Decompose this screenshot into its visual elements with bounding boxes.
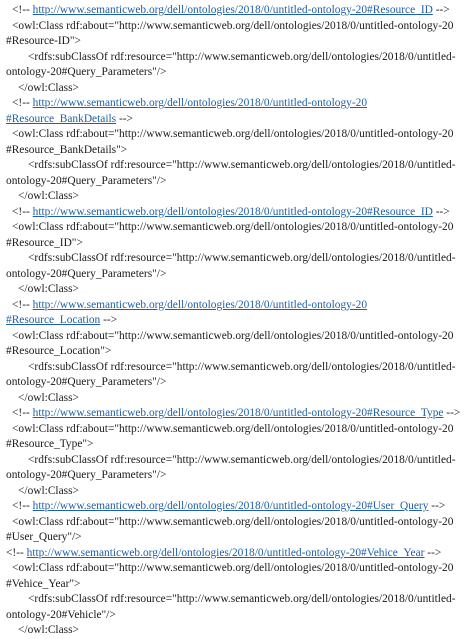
- code-text: <!--: [12, 298, 33, 311]
- code-text: ontology-20#Query_Parameters"/>: [6, 376, 167, 388]
- code-text: -->: [432, 4, 450, 16]
- code-text: ontology-20#Vehicle"/>: [6, 608, 116, 621]
- ontology-uri-link[interactable]: #Resource_BankDetails: [6, 112, 117, 125]
- code-line: [6, 19, 468, 35]
- code-line: [6, 437, 468, 453]
- code-line: [6, 422, 468, 438]
- code-text: #Resource_ID">: [6, 236, 83, 249]
- ontology-uri-link[interactable]: #Resource_Location: [6, 314, 101, 326]
- code-line: [6, 236, 468, 252]
- code-text: <rdfs:subClassOf rdf:resource="http://www.semanticweb.org/dell/ontologies/2018/0/untitled-: [28, 50, 456, 63]
- code-line: [6, 468, 468, 484]
- code-text: #User_Query"/>: [6, 531, 82, 543]
- code-text: <owl:Class rdf:about="http://www.semanticweb.org/dell/ontologies/2018/0/untitled-ontology-20: [12, 19, 454, 32]
- code-line: [6, 406, 468, 422]
- code-text: </owl:Class>: [18, 190, 79, 202]
- code-text: ontology-20#Query_Parameters"/>: [6, 267, 167, 280]
- code-line: [6, 298, 468, 314]
- code-line: [6, 81, 468, 97]
- code-line: [6, 546, 468, 562]
- ontology-uri-link[interactable]: http://www.semanticweb.org/dell/ontologies/2018/0/untitled-ontology-20#Resource_Type: [32, 407, 444, 419]
- code-text: </owl:Class>: [18, 81, 79, 94]
- code-text: -->: [100, 314, 118, 326]
- code-line: [6, 375, 468, 391]
- code-text: <!--: [12, 407, 33, 419]
- code-line: [6, 65, 468, 81]
- code-text: </owl:Class>: [18, 391, 79, 404]
- code-text: -->: [116, 112, 133, 125]
- ontology-uri-link[interactable]: http://www.semanticweb.org/dell/ontologies/2018/0/untitled-ontology-20#Resource_ID: [32, 205, 433, 218]
- code-text: <owl:Class rdf:about="http://www.semanticweb.org/dell/ontologies/2018/0/untitled-ontology-20: [12, 329, 454, 342]
- code-line: [6, 267, 468, 283]
- code-line: [6, 453, 468, 469]
- code-text: #Resource_Type">: [6, 438, 94, 450]
- code-line: [6, 329, 468, 345]
- code-text: #Resource-ID">: [6, 35, 81, 47]
- code-text: <!--: [12, 4, 33, 16]
- code-line: [6, 313, 468, 329]
- code-line: [6, 3, 468, 19]
- code-line: [6, 608, 468, 624]
- code-line: [6, 189, 468, 205]
- code-text: ontology-20#Query_Parameters"/>: [6, 469, 167, 481]
- code-text: <owl:Class rdf:about="http://www.semanticweb.org/dell/ontologies/2018/0/untitled-ontology-20: [12, 562, 454, 574]
- code-line: [6, 174, 468, 190]
- ontology-uri-link[interactable]: http://www.semanticweb.org/dell/ontologies/2018/0/untitled-ontology-20#Vehice_Year: [26, 546, 425, 559]
- code-line: [6, 360, 468, 376]
- code-text: -->: [443, 407, 461, 419]
- code-text: </owl:Class>: [18, 484, 79, 497]
- code-text: <owl:Class rdf:about="http://www.semanticweb.org/dell/ontologies/2018/0/untitled-ontology-20: [12, 515, 454, 528]
- code-line: [6, 577, 468, 593]
- code-text: <rdfs:subClassOf rdf:resource="http://www.semanticweb.org/dell/ontologies/2018/0/untitled-: [28, 252, 456, 264]
- code-text: -->: [432, 205, 450, 218]
- code-text: ontology-20#Query_Parameters"/>: [6, 174, 167, 187]
- code-line: [6, 623, 468, 639]
- code-text: <rdfs:subClassOf rdf:resource="http://www.semanticweb.org/dell/ontologies/2018/0/untitled-: [28, 360, 456, 373]
- code-text: <rdfs:subClassOf rdf:resource="http://www.semanticweb.org/dell/ontologies/2018/0/untitled-: [28, 453, 456, 466]
- code-text: <owl:Class rdf:about="http://www.semanticweb.org/dell/ontologies/2018/0/untitled-ontology-20: [12, 128, 454, 140]
- code-line: [6, 282, 468, 298]
- code-text: #Resource_Location">: [6, 345, 112, 357]
- code-line: [6, 515, 468, 531]
- code-text: -->: [424, 546, 442, 559]
- code-line: [6, 499, 468, 515]
- code-line: [6, 530, 468, 546]
- code-line: [6, 205, 468, 221]
- code-line: [6, 50, 468, 66]
- code-line: [6, 158, 468, 174]
- ontology-uri-link[interactable]: http://www.semanticweb.org/dell/ontologies/2018/0/untitled-ontology-20: [32, 97, 368, 109]
- ontology-uri-link[interactable]: http://www.semanticweb.org/dell/ontologies/2018/0/untitled-ontology-20#Resource_ID: [32, 4, 433, 16]
- code-line: [6, 220, 468, 236]
- code-text: <!--: [12, 97, 33, 109]
- code-line: [6, 127, 468, 143]
- code-line: [6, 251, 468, 267]
- code-text: <rdfs:subClassOf rdf:resource="http://www.semanticweb.org/dell/ontologies/2018/0/untitled-: [28, 159, 456, 171]
- code-text: <owl:Class rdf:about="http://www.semanticweb.org/dell/ontologies/2018/0/untitled-ontology-20: [12, 221, 454, 233]
- code-line: [6, 112, 468, 128]
- code-text: <owl:Class rdf:about="http://www.semanticweb.org/dell/ontologies/2018/0/untitled-ontology-20: [12, 422, 454, 435]
- code-text: -->: [428, 500, 446, 512]
- code-text: </owl:Class>: [18, 624, 79, 636]
- code-line: [6, 34, 468, 50]
- code-text: <!--: [12, 500, 33, 512]
- code-line: [6, 391, 468, 407]
- code-line: [6, 592, 468, 608]
- code-text: #Vehice_Year">: [6, 577, 81, 590]
- code-text: </owl:Class>: [18, 283, 79, 295]
- ontology-uri-link[interactable]: http://www.semanticweb.org/dell/ontologies/2018/0/untitled-ontology-20#User_Query: [32, 500, 429, 512]
- code-text: ontology-20#Query_Parameters"/>: [6, 66, 167, 78]
- ontology-uri-link[interactable]: http://www.semanticweb.org/dell/ontologies/2018/0/untitled-ontology-20: [32, 298, 368, 311]
- code-line: [6, 96, 468, 112]
- code-line: [6, 344, 468, 360]
- code-text: #Resource_BankDetails">: [6, 143, 128, 156]
- code-text: <rdfs:subClassOf rdf:resource="http://www.semanticweb.org/dell/ontologies/2018/0/untitled-: [28, 593, 456, 605]
- code-line: [6, 561, 468, 577]
- code-line: [6, 143, 468, 159]
- code-text: <!--: [6, 546, 27, 559]
- code-line: [6, 484, 468, 500]
- code-text: <!--: [12, 205, 33, 218]
